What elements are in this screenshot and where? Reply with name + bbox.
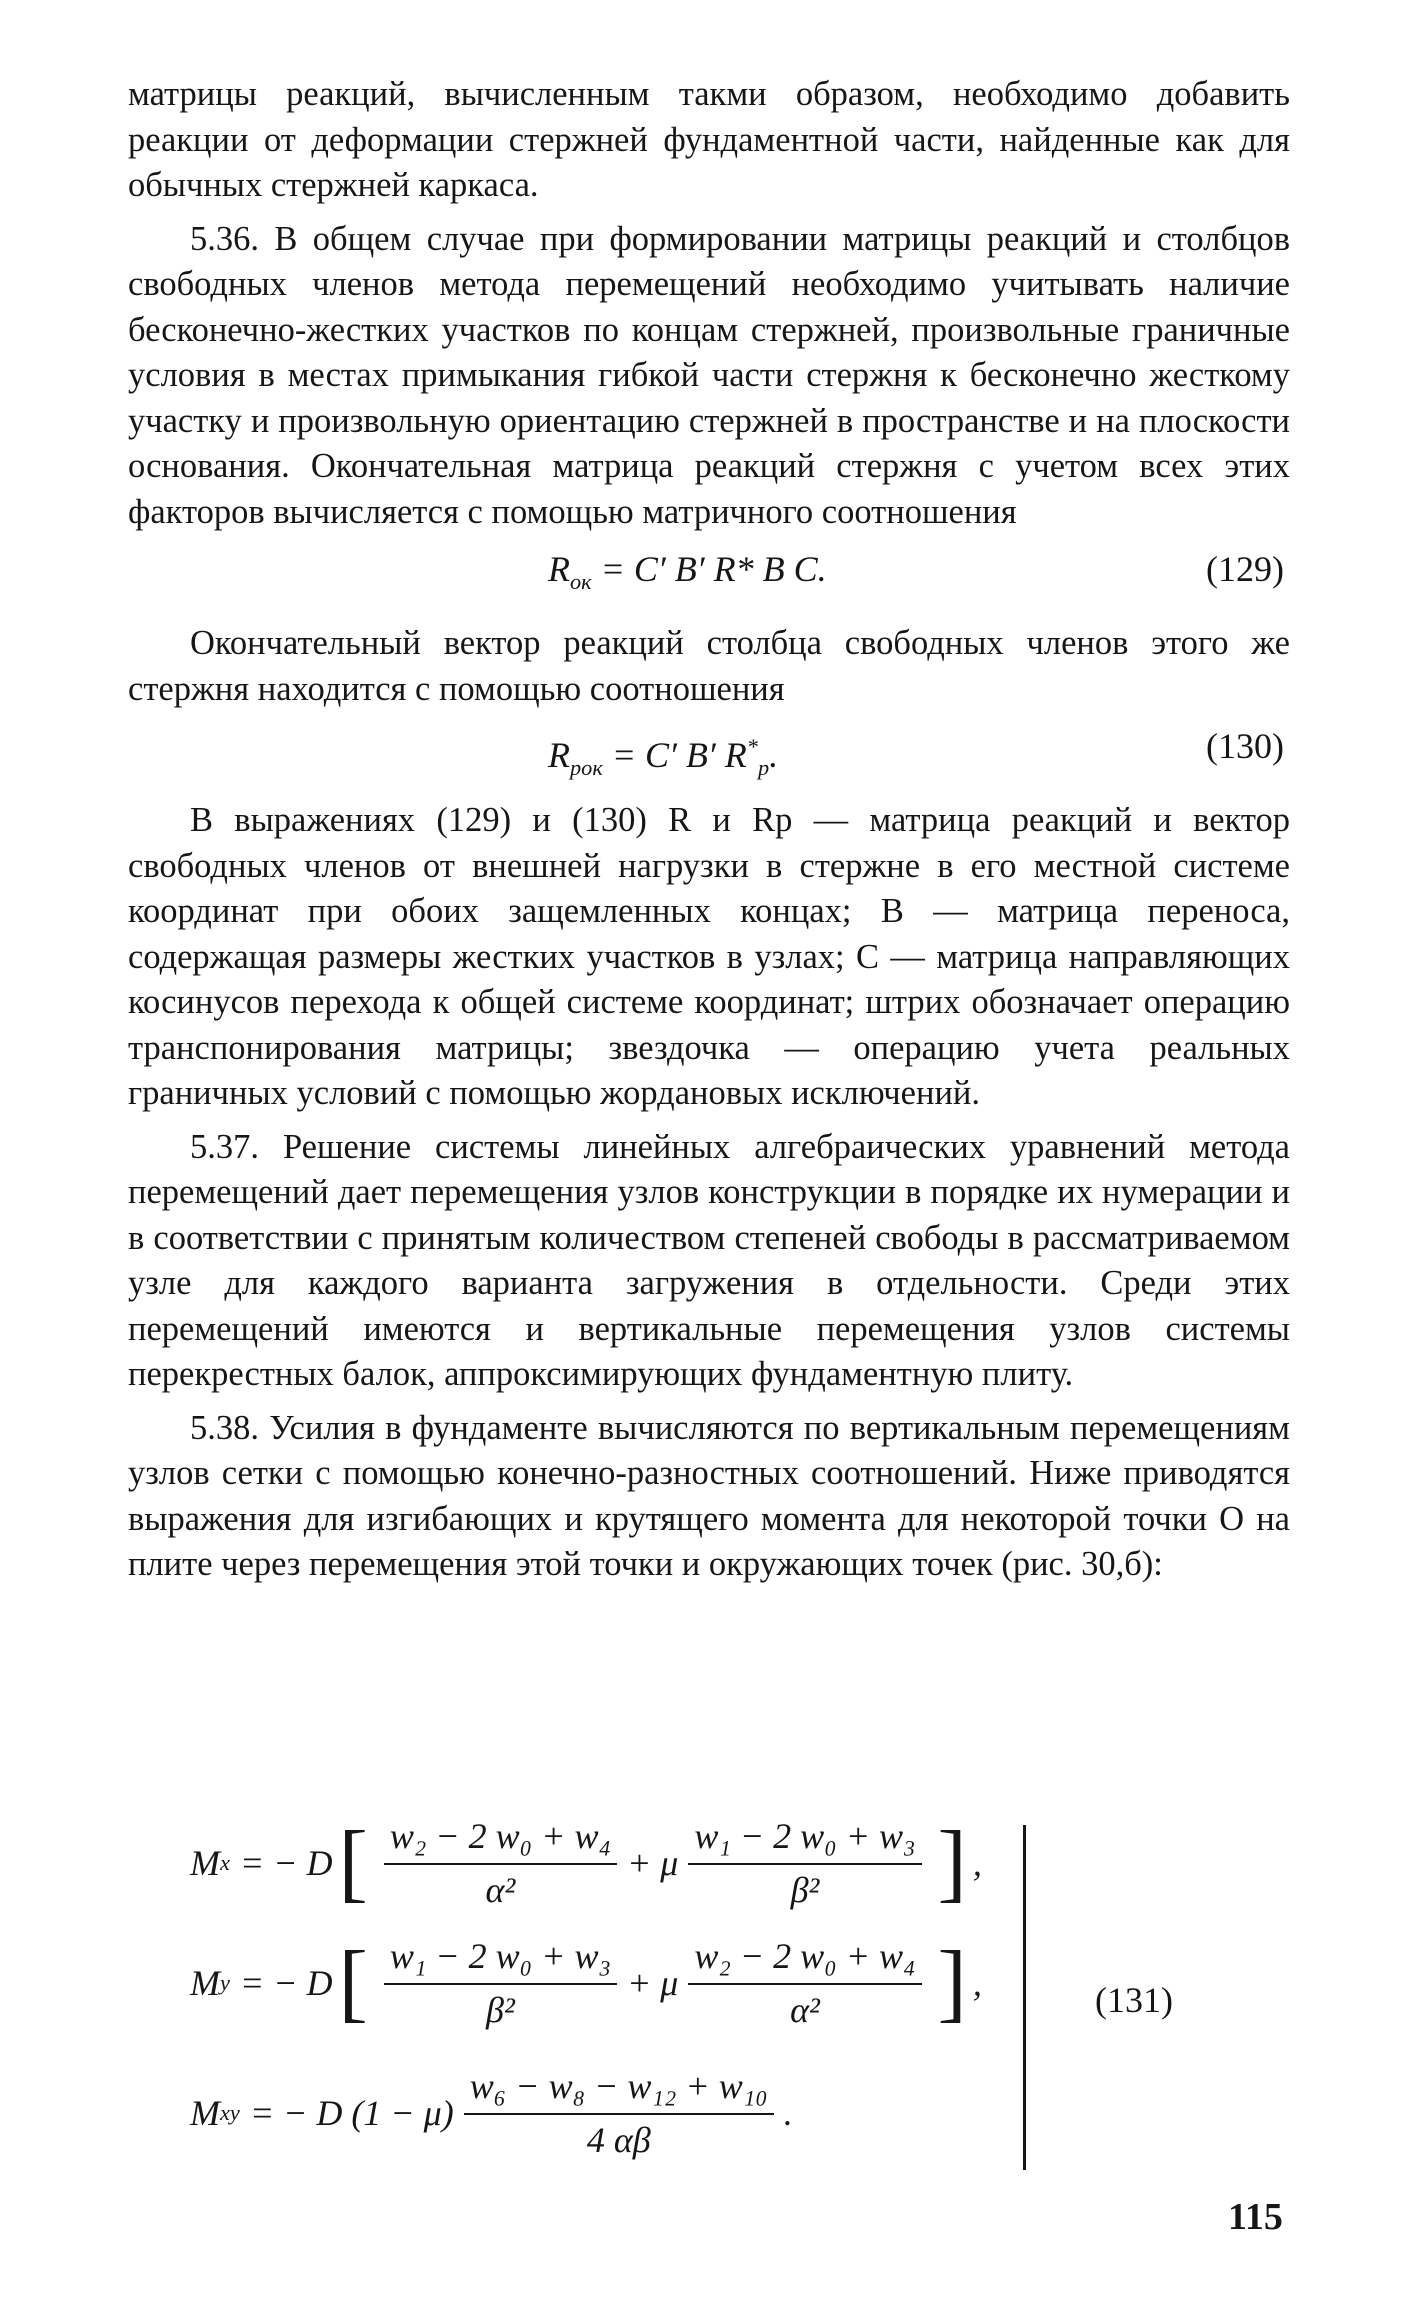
fraction: $\frac{\text{w₂ − 2 w₀ + w₄}}{\text{α²}}$ (688, 1935, 921, 2031)
right-bracket: ] (937, 1814, 967, 1911)
equation-number-129: (129) (1206, 549, 1284, 589)
fraction: $\frac{\text{w₁ − 2 w₀ + w₃}}{\text{β²}}$ (688, 1815, 921, 1911)
page-number: 115 (1228, 2196, 1283, 2238)
paragraph-5-38: 5.38. Усилия в фундаменте вычисляются по вертикальным перемещениям узлов сетки с помощью конечно-разностных соотношений. Ниже приводятся выражения для изгибающих и крутящего момента для некоторой точки O на плите через перемещения этой точки и окружающих точек (рис. 30,б): (128, 1408, 1290, 1583)
equation-129-body: $R_{ок} = C'$ B′ R* B C. (548, 549, 827, 595)
equation-number-130: (130) (1206, 726, 1284, 766)
paragraph-5-36: 5.36. В общем случае при формировании матрицы реакций и столбцов свободных членов метода перемещений необходимо учитывать наличие бесконечно-жестких участков по концам стержней, произвольные граничные условия в местах примыкания гибкой части стержня к бесконечно жесткому участку и произвольную ориентацию стержней в пространстве и на плоскости основания. Окончательная матрица реакций стержня с учетом всех этих факторов вычисляется с помощью матричного соотношения (128, 219, 1290, 531)
equation-number-131: (131) (1095, 1980, 1173, 2020)
equation-131-my: M y = − D [ $\frac{\text{w₁ − 2 w₀ + w₃}}{\text{β²}}$ + μ $\frac{\text{w₂ − 2 w₀ + w₄}}{\text{α²}}$ ] , (190, 1934, 982, 2031)
paragraph-definitions: В выражениях (129) и (130) R и Rр — матрица реакций и вектор свободных членов от внешней нагрузки в стержне в его местной системе координат при обоих защемленных концах; B — матрица переноса, содержащая размеры жестких участков в узлах; C — матрица направляющих косинусов перехода к общей системе координат; штрих обозначает операцию транспонирования матрицы; звездочка — операцию учета реальных граничных условий с помощью жордановых исключений. (128, 801, 1290, 1112)
fraction: $\frac{\text{w₁ − 2 w₀ + w₃}}{\text{β²}}$ (384, 1935, 617, 2031)
fraction: $\frac{\text{w₆ − w₈ − w₁₂ + w₁₀}}{4 \alpha\beta}$ (464, 2065, 774, 2161)
left-bracket: [ (338, 1934, 368, 2031)
equation-129 (128, 535, 1290, 621)
paragraph-5-37: 5.37. Решение системы линейных алгебраических уравнений метода перемещений дает перемещения узлов конструкции в порядке их нумерации и в соответствии с принятым количеством степеней свободы в рассматриваемом узле для каждого варианта загружения в отдельности. Среди этих перемещений имеются и вертикальные перемещения узлов системы перекрестных балок, аппроксимирующих фундаментную плиту. (128, 1127, 1290, 1393)
equation-131-mx: M x = − D [ $\frac{\text{w₂ − 2 w₀ + w₄}}{\text{α²}}$ + μ $\frac{\text{w₁ − 2 w₀ + w₃}}{\text{β²}}$ ] , (190, 1814, 982, 1911)
equation-130 (128, 712, 1290, 798)
equation-131 (190, 1815, 1300, 2175)
fraction: $\frac{\text{w₂ − 2 w₀ + w₄}}{\text{α²}}$ (384, 1815, 617, 1911)
right-bracket: ] (937, 1934, 967, 2031)
text-column (128, 72, 1290, 1588)
paragraph-continuation: матрицы реакций, вычисленным такми образом, необходимо добавить реакции от деформации стержней фундаментной части, найденные как для обычных стержней каркаса. (128, 75, 1290, 204)
paragraph-vector: Окончательный вектор реакций столбца свободных членов этого же стержня находится с помощью соотношения (128, 624, 1290, 708)
left-bracket: [ (338, 1814, 368, 1911)
equation-130-body: $R_{рок} = C'$ B′ $R^*_р$. (548, 734, 779, 781)
equation-group-brace (1023, 1825, 1026, 2170)
equation-131-mxy: M xy = − D (1 − μ) $\frac{\text{w₆ − w₈ − w₁₂ + w₁₀}}{4 \alpha\beta}$ . (190, 2066, 793, 2160)
